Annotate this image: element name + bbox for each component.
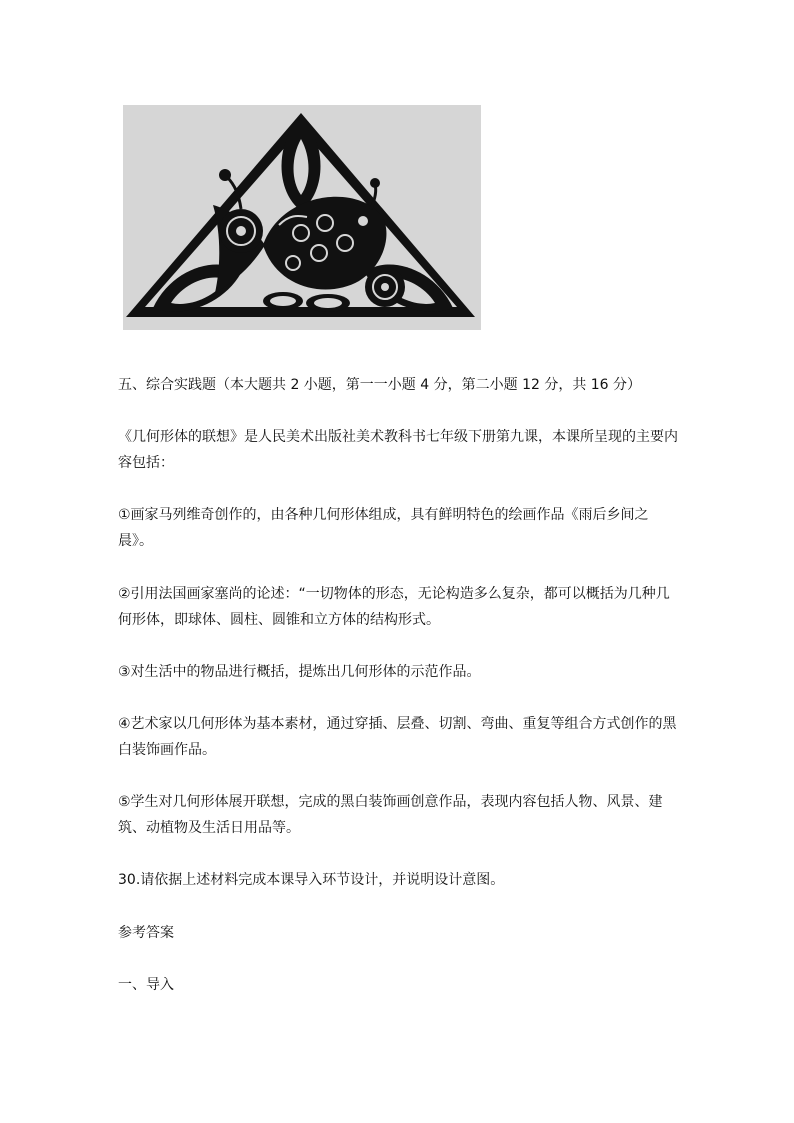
- list-item: ③对生活中的物品进行概括，提炼出几何形体的示范作品。: [118, 664, 481, 680]
- answer-section-heading: 一、导入: [118, 977, 174, 993]
- intro-paragraph: 《几何形体的联想》是人民美术出版社美术教科书七年级下册第九课，本课所呈现的主要内容包括：: [118, 429, 678, 471]
- list-item: ①画家马列维奇创作的，由各种几何形体组成，具有鲜明特色的绘画作品《雨后乡间之晨》。: [118, 507, 649, 549]
- list-item: ②引用法国画家塞尚的论述：“一切物体的形态，无论构造多么复杂，都可以概括为几种几何形体，即球体、圆柱、圆锥和立方体的结构形式。: [118, 586, 670, 628]
- list-item: ④艺术家以几何形体为基本素材，通过穿插、层叠、切割、弯曲、重复等组合方式创作的黑白装饰画作品。: [118, 716, 677, 758]
- question-30: 30.请依据上述材料完成本课导入环节设计，并说明设计意图。: [118, 872, 505, 888]
- section-heading: 五、综合实践题（本大题共 2 小题，第一一小题 4 分，第二小题 12 分，共 16 分）: [118, 377, 642, 393]
- list-item: ⑤学生对几何形体展开联想，完成的黑白装饰画创意作品，表现内容包括人物、风景、建筑、动植物及生活日用品等。: [118, 794, 663, 836]
- answer-label: 参考答案: [118, 925, 174, 941]
- decorative-fish-triangle-image: [123, 105, 481, 330]
